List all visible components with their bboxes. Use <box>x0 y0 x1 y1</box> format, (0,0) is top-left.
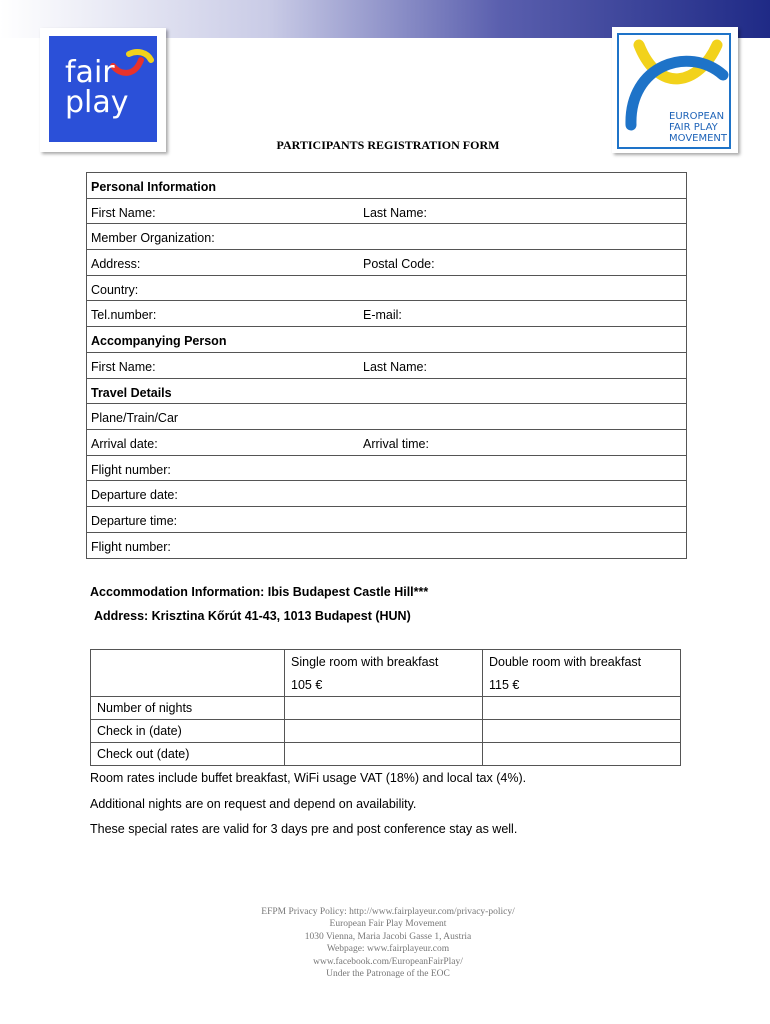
table-row <box>91 697 681 720</box>
form-row <box>87 379 686 405</box>
table-row <box>91 743 681 766</box>
room-rates-table <box>90 649 681 766</box>
accompanying-last-name-label: Last Name: <box>363 359 427 374</box>
departure-time-label: Departure time: <box>91 513 178 528</box>
section-heading-travel: Travel Details <box>91 385 172 400</box>
footer-org-name: European Fair Play Movement <box>329 919 447 930</box>
return-flight-number-label: Flight number: <box>91 539 171 554</box>
page-title: PARTICIPANTS REGISTRATION FORM <box>276 138 500 152</box>
table-cell <box>91 650 285 675</box>
transport-mode-label: Plane/Train/Car <box>91 411 179 426</box>
single-room-header: Single room with breakfast <box>285 650 483 675</box>
logo-wordmark: fair play <box>65 55 129 120</box>
tel-number-label: Tel.number: <box>91 308 157 323</box>
form-row <box>87 327 686 353</box>
first-name-label: First Name: <box>91 205 156 220</box>
postal-code-label: Postal Code: <box>363 257 435 272</box>
form-row[interactable] <box>87 353 686 379</box>
double-room-price: 115 € <box>483 674 681 697</box>
arrival-date-label: Arrival date: <box>91 436 158 451</box>
accompanying-first-name-label: First Name: <box>91 359 156 374</box>
section-heading-accompanying: Accompanying Person <box>91 334 227 349</box>
form-row[interactable] <box>87 430 686 456</box>
table-row <box>91 674 681 697</box>
member-organization-label: Member Organization: <box>91 231 215 246</box>
table-row <box>91 650 681 675</box>
form-row[interactable] <box>87 276 686 302</box>
single-check-in-cell[interactable] <box>285 720 483 743</box>
efpm-wordmark: EUROPEAN FAIR PLAY MOVEMENT <box>669 111 728 144</box>
form-row <box>87 173 686 199</box>
registration-form <box>86 172 687 559</box>
form-row[interactable] <box>87 481 686 507</box>
form-row[interactable] <box>87 301 686 327</box>
form-row[interactable] <box>87 533 686 559</box>
arrival-time-label: Arrival time: <box>363 436 429 451</box>
single-check-out-cell[interactable] <box>285 743 483 766</box>
footer-privacy-policy[interactable]: EFPM Privacy Policy: http://www.fairplayeur.com/privacy-policy/ <box>261 907 515 917</box>
accommodation-heading: Accommodation Information: Ibis Budapest Castle Hill*** <box>90 585 429 599</box>
single-nights-cell[interactable] <box>285 697 483 720</box>
footer-facebook[interactable]: www.facebook.com/EuropeanFairPlay/ <box>313 956 463 967</box>
footer <box>0 906 770 980</box>
footer-webpage[interactable]: Webpage: www.fairplayeur.com <box>326 944 450 955</box>
note-special-rates: These special rates are valid for 3 days pre and post conference stay as well. <box>90 822 518 836</box>
double-check-out-cell[interactable] <box>483 743 681 766</box>
double-room-header: Double room with breakfast <box>483 650 681 675</box>
last-name-label: Last Name: <box>363 205 427 220</box>
fair-play-logo <box>40 28 166 152</box>
form-row[interactable] <box>87 199 686 225</box>
accommodation-address: Address: Krisztina Kőrút 41-43, 1013 Budapest (HUN) <box>94 609 411 623</box>
departure-date-label: Departure date: <box>91 488 178 503</box>
footer-patronage: Under the Patronage of the EOC <box>326 969 450 980</box>
double-nights-cell[interactable] <box>483 697 681 720</box>
flight-number-label: Flight number: <box>91 462 171 477</box>
note-room-rates: Room rates include buffet breakfast, WiFi usage VAT (18%) and local tax (4%). <box>90 771 527 785</box>
table-row <box>91 720 681 743</box>
row-label-check-out: Check out (date) <box>91 743 285 766</box>
form-row[interactable] <box>87 507 686 533</box>
footer-address: 1030 Vienna, Maria Jacobi Gasse 1, Austria <box>304 931 472 942</box>
double-check-in-cell[interactable] <box>483 720 681 743</box>
form-row[interactable] <box>87 250 686 276</box>
efpm-logo <box>612 27 738 153</box>
form-row[interactable] <box>87 404 686 430</box>
country-label: Country: <box>91 282 139 297</box>
section-heading-personal: Personal Information <box>91 180 217 194</box>
note-additional-nights: Additional nights are on request and depend on availability. <box>90 797 417 811</box>
row-label-nights: Number of nights <box>91 697 285 720</box>
form-row[interactable] <box>87 224 686 250</box>
email-label: E-mail: <box>363 308 402 323</box>
single-room-price: 105 € <box>285 674 483 697</box>
row-label-check-in: Check in (date) <box>91 720 285 743</box>
table-cell <box>91 674 285 697</box>
address-label: Address: <box>91 257 141 272</box>
form-row[interactable] <box>87 456 686 482</box>
